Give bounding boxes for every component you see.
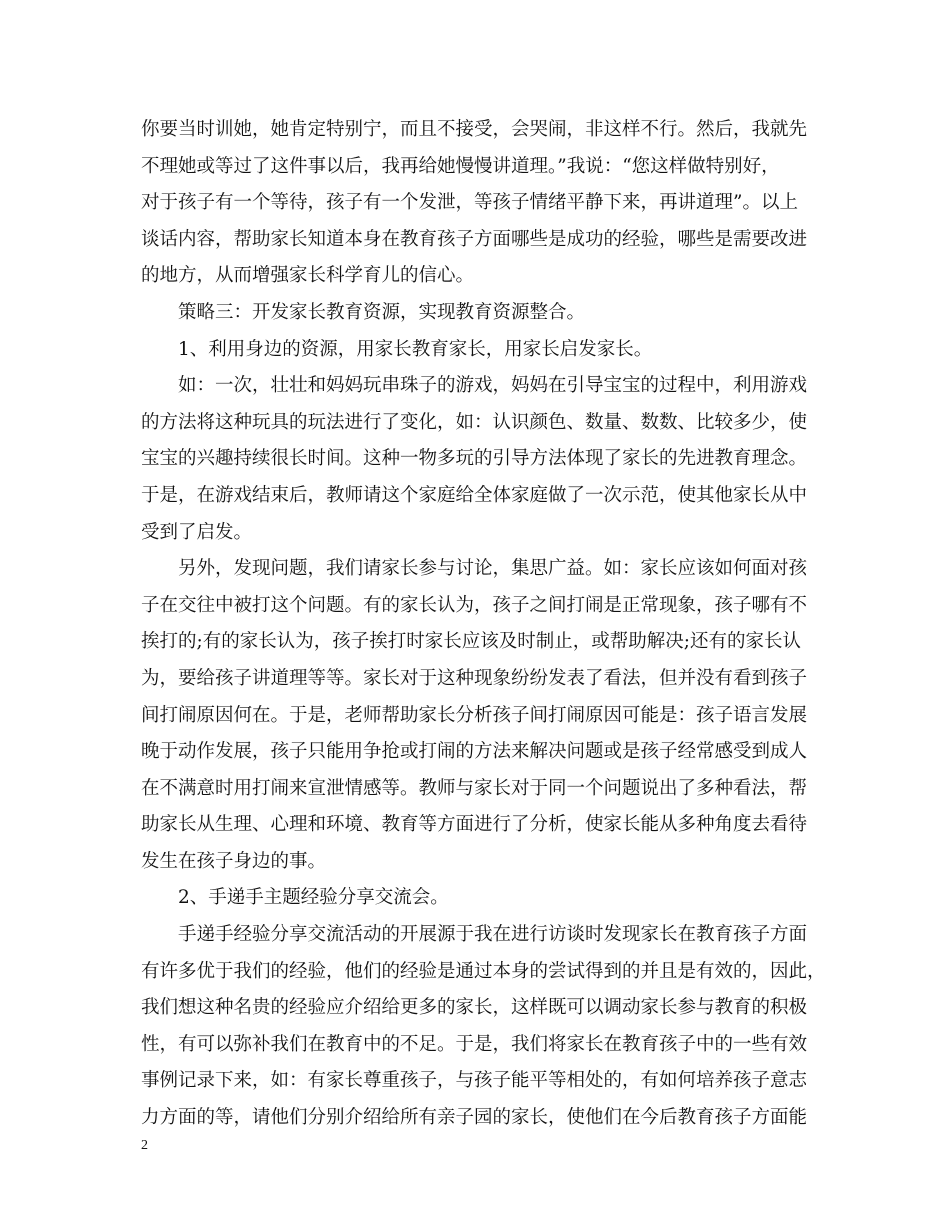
text-line: 事例记录下来，如：有家长尊重孩子，与孩子能平等相处的，有如何培养孩子意志 [141, 1070, 808, 1092]
text-line: 对于孩子有一个等待，孩子有一个发泄，等孩子情绪平静下来，再讲道理”。以上 [141, 192, 798, 214]
text-line: 2、手递手主题经验分享交流会。 [178, 887, 449, 909]
text-line: 谈话内容，帮助家长知道本身在教育孩子方面哪些是成功的经验，哪些是需要改进 [141, 228, 808, 250]
text-line: 1、利用身边的资源，用家长教育家长，用家长启发家长。 [178, 338, 653, 360]
text-line: 晚于动作发展，孩子只能用争抢或打闹的方法来解决问题或是孩子经常感受到成人 [141, 741, 808, 763]
text-line: 有许多优于我们的经验，他们的经验是通过本身的尝试得到的并且是有效的，因此， [141, 960, 826, 982]
text-line: 力方面的等，请他们分别介绍给所有亲子园的家长，使他们在今后教育孩子方面能 [141, 1107, 808, 1129]
text-line: 另外，发现问题，我们请家长参与讨论，集思广益。如：家长应该如何面对孩 [178, 558, 808, 580]
text-line: 助家长从生理、心理和环境、教育等方面进行了分析，使家长能从多种角度去看待 [141, 814, 808, 836]
text-line: 的地方，从而增强家长科学育儿的信心。 [141, 265, 475, 287]
text-line: 为，要给孩子讲道理等等。家长对于这种现象纷纷发表了看法，但并没有看到孩子 [141, 667, 808, 689]
text-line: 受到了启发。 [141, 521, 253, 543]
text-line: 策略三：开发家长教育资源，实现教育资源整合。 [178, 301, 586, 323]
text-line: 手递手经验分享交流活动的开展源于我在进行访谈时发现家长在教育孩子方面 [178, 924, 808, 946]
text-line: 发生在孩子身边的事。 [141, 850, 327, 872]
body-text [141, 112, 831, 1137]
text-line: 间打闹原因何在。于是，老师帮助家长分析孩子间打闹原因可能是：孩子语言发展 [141, 704, 808, 726]
text-line: 我们想这种名贵的经验应介绍给更多的家长，这样既可以调动家长参与教育的积极 [141, 997, 808, 1019]
text-line: 你要当时训她，她肯定特别宁，而且不接受，会哭闹，非这样不行。然后，我就先 [141, 119, 808, 140]
page-number: 2 [141, 1138, 148, 1153]
text-line: 于是，在游戏结束后，教师请这个家庭给全体家庭做了一次示范，使其他家长从中 [141, 484, 808, 506]
text-line: 在不满意时用打闹来宣泄情感等。教师与家长对于同一个问题说出了多种看法，帮 [141, 777, 808, 799]
text-line: 挨打的;有的家长认为，孩子挨打时家长应该及时制止，或帮助解决;还有的家长认 [141, 631, 801, 653]
text-line: 的方法将这种玩具的玩法进行了变化，如：认识颜色、数量、数数、比较多少，使 [141, 411, 808, 433]
text-line: 不理她或等过了这件事以后，我再给她慢慢讲道理。”我说：“您这样做特别好， [141, 155, 780, 177]
text-line: 子在交往中被打这个问题。有的家长认为，孩子之间打闹是正常现象，孩子哪有不 [141, 594, 808, 616]
text-line: 如：一次，壮壮和妈妈玩串珠子的游戏，妈妈在引导宝宝的过程中，利用游戏 [178, 375, 808, 397]
text-line: 宝宝的兴趣持续很长时间。这种一物多玩的引导方法体现了家长的先进教育理念。 [141, 448, 808, 470]
text-line: 性，有可以弥补我们在教育中的不足。于是，我们将家长在教育孩子中的一些有效 [141, 1033, 808, 1055]
